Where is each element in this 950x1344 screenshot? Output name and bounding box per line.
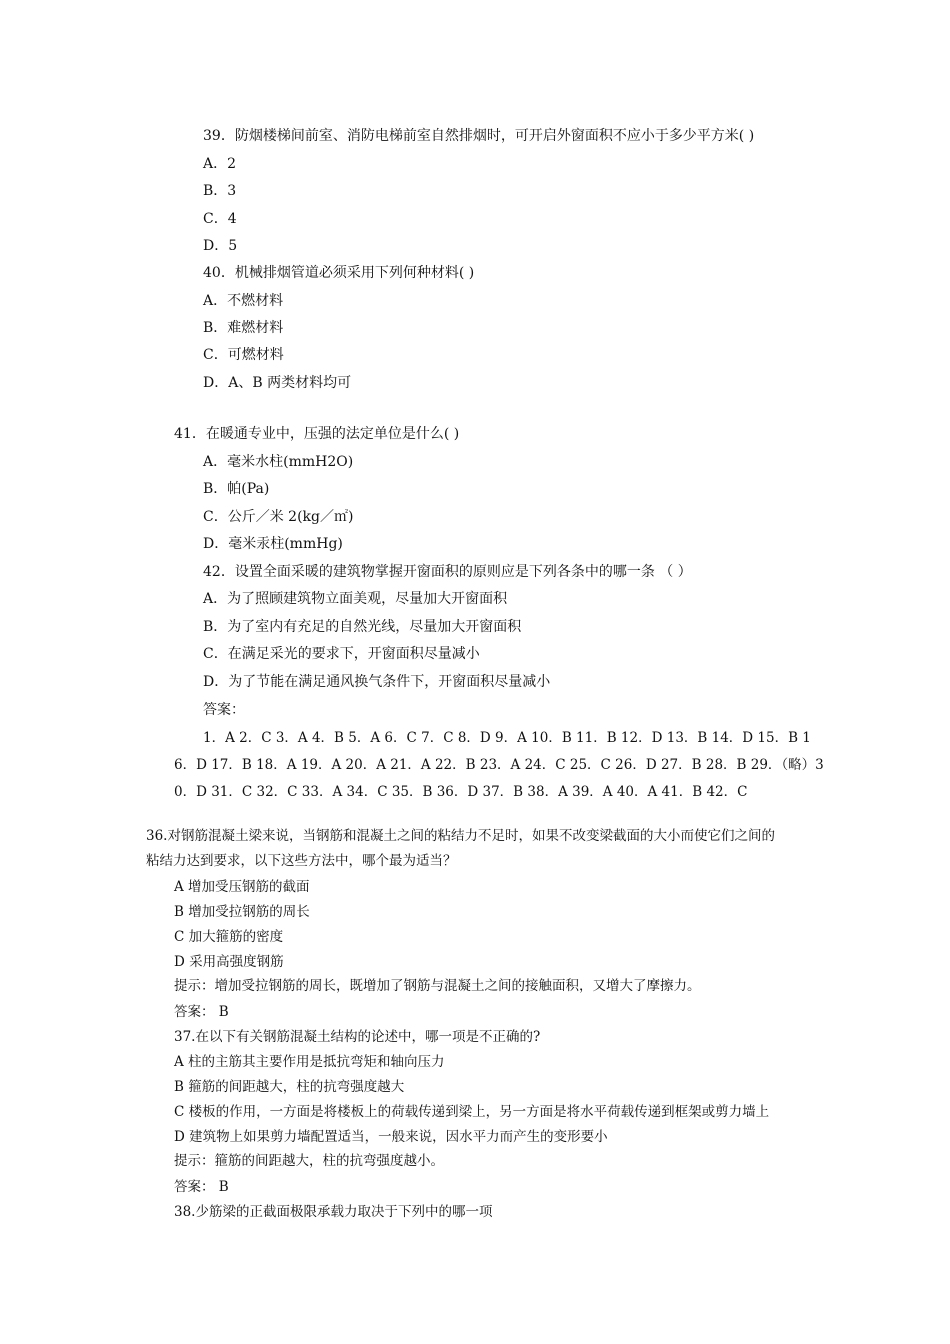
question-39-option-a: A．2 (203, 156, 237, 172)
question-42-option-c: C．在满足采光的要求下，开窗面积尽量减小 (203, 646, 480, 662)
question-40-option-c: C．可燃材料 (203, 347, 284, 363)
question-37-hint: 提示：箍筋的间距越大，柱的抗弯强度越小。 (174, 1153, 444, 1169)
question-41-stem: 41．在暖通专业中，压强的法定单位是什么( ) (174, 426, 460, 442)
question-36-option-a: A 增加受压钢筋的截面 (174, 879, 310, 895)
question-42-stem: 42．设置全面采暖的建筑物掌握开窗面积的原则应是下列各条中的哪一条 （ ） (203, 564, 692, 580)
question-36-stem-line-2: 粘结力达到要求，以下这些方法中，哪个最为适当？ (146, 853, 457, 869)
question-42-option-d: D．为了节能在满足通风换气条件下，开窗面积尽量减小 (203, 674, 551, 690)
question-37-option-c: C 楼板的作用，一方面是将楼板上的荷载传递到梁上，另一方面是将水平荷载传递到框架或剪力墙上 (174, 1104, 770, 1120)
question-36-option-b: B 增加受拉钢筋的周长 (174, 904, 310, 920)
question-37-stem: 37.在以下有关钢筋混凝土结构的论述中，哪一项是不正确的? (174, 1029, 541, 1045)
question-38-stem: 38.少筋梁的正截面极限承载力取决于下列中的哪一项 (174, 1204, 493, 1220)
question-39-option-c: C．4 (203, 211, 237, 227)
question-39-stem: 39．防烟楼梯间前室、消防电梯前室自然排烟时，可开启外窗面积不应小于多少平方米( ) (203, 128, 755, 144)
answer-key-line-2: 6．D 17．B 18．A 19．A 20．A 21．A 22．B 23．A 24．C 25．C 26．D 27．B 28．B 29．（略）3 (174, 757, 824, 773)
question-37-option-d: D 建筑物上如果剪力墙配置适当，一般来说，因水平力而产生的变形要小 (174, 1129, 608, 1145)
question-36-answer: 答案： B (174, 1004, 229, 1020)
question-40-option-a: A．不燃材料 (203, 293, 284, 309)
answer-key-line-3: 0．D 31．C 32．C 33．A 34．C 35．B 36．D 37．B 38．A 39．A 40．A 41．B 42．C (174, 784, 748, 800)
question-36-stem-line-1: 36.对钢筋混凝土梁来说，当钢筋和混凝土之间的粘结力不足时，如果不改变梁截面的大小而使它们之间的 (146, 828, 775, 844)
question-40-stem: 40．机械排烟管道必须采用下列何种材料( ) (203, 265, 475, 281)
question-36-hint: 提示：增加受拉钢筋的周长，既增加了钢筋与混凝土之间的接触面积，又增大了摩擦力。 (174, 978, 701, 994)
question-41-option-c: C．公斤／米 2(kg／㎡) (203, 509, 354, 525)
question-40-option-b: B．难燃材料 (203, 320, 284, 336)
question-41-option-d: D．毫米汞柱(mmHg) (203, 536, 343, 552)
question-39-option-d: D．5 (203, 238, 238, 254)
question-37-answer: 答案： B (174, 1179, 229, 1195)
question-37-option-a: A 柱的主筋其主要作用是抵抗弯矩和轴向压力 (174, 1054, 445, 1070)
answer-label: 答案： (203, 702, 245, 718)
question-42-option-b: B．为了室内有充足的自然光线，尽量加大开窗面积 (203, 619, 522, 635)
question-39-option-b: B．3 (203, 183, 237, 199)
answer-key-line-1: 1．A 2．C 3．A 4．B 5．A 6．C 7．C 8．D 9．A 10．B 11．B 12．D 13．B 14．D 15．B 1 (203, 730, 811, 746)
question-42-option-a: A．为了照顾建筑物立面美观，尽量加大开窗面积 (203, 591, 508, 607)
question-36-option-c: C 加大箍筋的密度 (174, 929, 284, 945)
question-41-option-a: A．毫米水柱(mmH2O) (203, 454, 354, 470)
question-36-option-d: D 采用高强度钢筋 (174, 954, 284, 970)
question-37-option-b: B 箍筋的间距越大，柱的抗弯强度越大 (174, 1079, 405, 1095)
question-40-option-d: D．A、B 两类材料均可 (203, 375, 352, 391)
question-41-option-b: B．帕(Pa) (203, 481, 270, 497)
